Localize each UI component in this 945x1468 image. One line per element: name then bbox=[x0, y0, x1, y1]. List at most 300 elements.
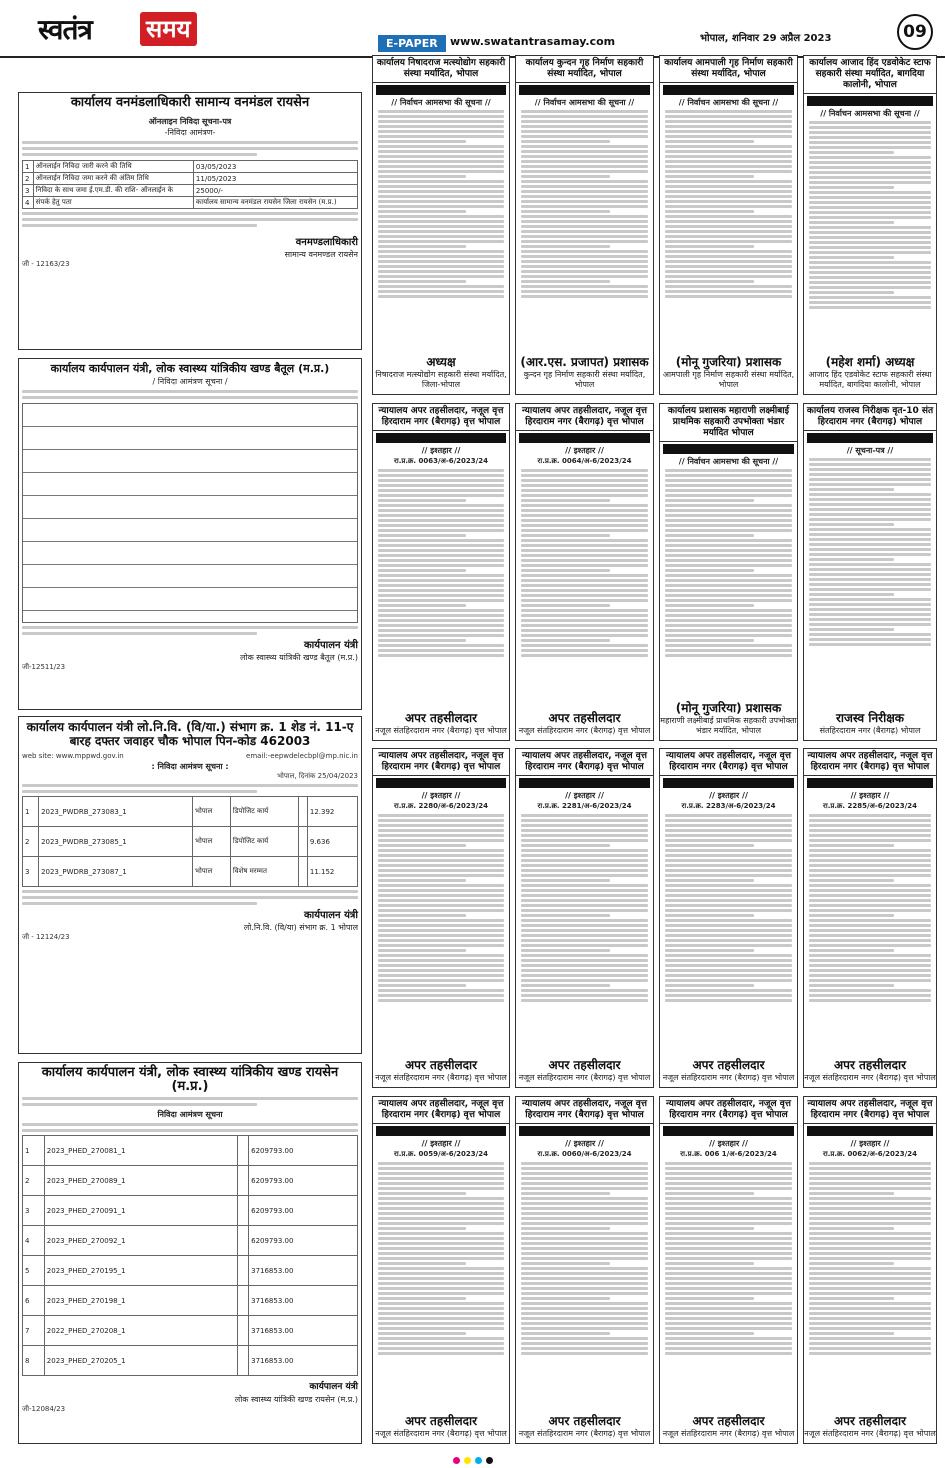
text-line bbox=[809, 1192, 894, 1195]
text-line bbox=[809, 1177, 931, 1180]
text-line bbox=[378, 185, 504, 188]
classified-ad bbox=[659, 403, 798, 741]
text-line bbox=[665, 614, 792, 617]
table-row bbox=[23, 1136, 358, 1166]
ad-label-strip bbox=[807, 96, 933, 106]
text-line bbox=[665, 255, 792, 258]
table-row bbox=[23, 197, 358, 209]
cell: 2 bbox=[23, 827, 39, 857]
cell: 3716853.00 bbox=[249, 1286, 358, 1316]
text-line bbox=[521, 634, 648, 637]
text-line bbox=[665, 604, 754, 607]
text-line bbox=[521, 120, 648, 123]
text-line bbox=[378, 999, 504, 1002]
text-line bbox=[378, 1332, 466, 1335]
text-line bbox=[521, 270, 648, 273]
text-line bbox=[809, 839, 931, 842]
text-line bbox=[378, 1297, 466, 1300]
ad-heading: // इश्तहार // bbox=[565, 446, 604, 455]
text-line bbox=[378, 115, 504, 118]
text-line bbox=[378, 574, 504, 577]
text-line bbox=[378, 604, 466, 607]
text-line bbox=[809, 914, 894, 917]
color-dot bbox=[486, 1457, 493, 1464]
text-line bbox=[378, 135, 504, 138]
page-number: 09 bbox=[897, 14, 933, 50]
classified-ad bbox=[515, 1096, 654, 1444]
text-line bbox=[378, 1207, 504, 1210]
tender-table bbox=[22, 796, 358, 887]
text-line bbox=[378, 1192, 466, 1195]
text-line bbox=[521, 1342, 648, 1345]
text-line bbox=[521, 984, 610, 987]
text-line bbox=[665, 1182, 792, 1185]
signature: अपर तहसीलदार bbox=[833, 1058, 907, 1072]
signature-sub: कुन्दन गृह निर्माण सहकारी संस्था मर्यादित, भोपाल bbox=[523, 370, 646, 389]
text-line bbox=[521, 290, 648, 293]
text-line bbox=[378, 569, 466, 572]
text-line bbox=[809, 1272, 931, 1275]
text-line bbox=[378, 954, 504, 957]
text-line bbox=[378, 1227, 466, 1230]
text-line bbox=[521, 499, 610, 502]
text-line bbox=[521, 974, 648, 977]
text-line bbox=[378, 549, 504, 552]
text-line bbox=[521, 629, 648, 632]
text-line bbox=[521, 220, 648, 223]
classified-ad bbox=[372, 403, 510, 741]
text-line bbox=[665, 1312, 792, 1315]
ad-label-strip bbox=[519, 433, 650, 443]
text-line bbox=[521, 944, 648, 947]
text-line bbox=[665, 644, 792, 647]
text-line bbox=[809, 523, 894, 526]
text-line bbox=[809, 859, 931, 862]
text-line bbox=[665, 1167, 792, 1170]
cell: 8 bbox=[23, 1346, 45, 1376]
text-line bbox=[809, 201, 931, 204]
text-line bbox=[378, 544, 504, 547]
cell: 2023_PHED_270195_1 bbox=[44, 1256, 237, 1286]
text-line bbox=[809, 814, 931, 817]
text-line bbox=[809, 1187, 931, 1190]
text-line bbox=[378, 275, 504, 278]
ad-label-strip bbox=[376, 433, 506, 443]
text-line bbox=[521, 954, 648, 957]
text-line bbox=[521, 939, 648, 942]
text-line bbox=[665, 190, 792, 193]
left-ad-phe-betul bbox=[18, 358, 362, 710]
text-line bbox=[809, 533, 931, 536]
signature: कार्यपालन यंत्री bbox=[303, 910, 358, 921]
ad-heading: // इश्तहार // bbox=[421, 791, 461, 800]
text-line bbox=[809, 964, 931, 967]
text-line bbox=[665, 240, 792, 243]
ad-subtitle: / निविदा आमंत्रण सूचना / bbox=[152, 377, 228, 386]
text-line bbox=[809, 899, 931, 902]
text-line bbox=[378, 140, 466, 143]
ad-schedule-table bbox=[22, 160, 358, 209]
text-line bbox=[665, 1282, 792, 1285]
text-line bbox=[378, 929, 504, 932]
classified-ad bbox=[803, 403, 937, 741]
text-line bbox=[378, 1292, 504, 1295]
text-line bbox=[521, 554, 648, 557]
text-line bbox=[665, 589, 792, 592]
text-line bbox=[809, 568, 931, 571]
text-line bbox=[521, 969, 648, 972]
text-line bbox=[665, 624, 792, 627]
text-line bbox=[378, 829, 504, 832]
cell: 3716853.00 bbox=[249, 1316, 358, 1346]
cell: 3716853.00 bbox=[249, 1256, 358, 1286]
text-line bbox=[521, 829, 648, 832]
signature: अपर तहसीलदार bbox=[548, 1058, 621, 1072]
text-line bbox=[809, 904, 931, 907]
signature: अपर तहसीलदार bbox=[692, 1414, 765, 1428]
signature: वनमण्डलाधिकारी bbox=[295, 237, 358, 248]
text-line bbox=[665, 904, 792, 907]
text-line bbox=[809, 583, 931, 586]
table-row bbox=[23, 185, 358, 197]
cell: 7 bbox=[23, 1316, 45, 1346]
masthead bbox=[0, 0, 945, 58]
text-line bbox=[665, 160, 792, 163]
cell: 12.392 bbox=[307, 797, 357, 827]
text-line bbox=[665, 1172, 792, 1175]
text-line bbox=[665, 964, 792, 967]
text-line bbox=[521, 1212, 648, 1215]
ad-heading: // इश्तहार // bbox=[709, 791, 748, 800]
text-line bbox=[809, 633, 931, 636]
text-line bbox=[521, 909, 648, 912]
case-number: रा.प्र.क्र. 2280/अ-6/2023/24 bbox=[394, 802, 488, 810]
text-line bbox=[378, 509, 504, 512]
text-line bbox=[809, 1317, 931, 1320]
table-row bbox=[23, 1226, 358, 1256]
text-line bbox=[809, 1277, 931, 1280]
text-line bbox=[521, 130, 648, 133]
text-line bbox=[521, 1177, 648, 1180]
text-line bbox=[521, 295, 648, 298]
text-line bbox=[521, 1242, 648, 1245]
website-text: web site: www.mppwd.gov.in bbox=[22, 752, 124, 760]
text-line bbox=[665, 534, 754, 537]
text-line bbox=[665, 1277, 792, 1280]
text-line bbox=[665, 1272, 792, 1275]
text-line bbox=[665, 814, 792, 817]
text-line bbox=[665, 1297, 754, 1300]
text-line bbox=[378, 489, 504, 492]
text-line bbox=[809, 538, 931, 541]
text-line bbox=[665, 999, 792, 1002]
table-row bbox=[23, 1196, 358, 1226]
text-line bbox=[378, 469, 504, 472]
text-line bbox=[809, 884, 931, 887]
text-line bbox=[521, 624, 648, 627]
text-line bbox=[378, 834, 504, 837]
text-line bbox=[521, 529, 648, 532]
text-line bbox=[378, 849, 504, 852]
text-line bbox=[665, 654, 792, 657]
cell: 1 bbox=[23, 797, 39, 827]
signature: (आर.एस. प्रजापत) प्रशासक bbox=[520, 355, 649, 369]
text-line bbox=[378, 1247, 504, 1250]
text-line bbox=[378, 1287, 504, 1290]
signature: अपर तहसीलदार bbox=[404, 1414, 478, 1428]
text-line bbox=[665, 884, 792, 887]
text-line bbox=[378, 290, 504, 293]
text-line bbox=[378, 250, 504, 253]
text-line bbox=[665, 1227, 754, 1230]
text-line bbox=[378, 864, 504, 867]
text-line bbox=[809, 1297, 894, 1300]
cell: 9.636 bbox=[307, 827, 357, 857]
text-line bbox=[809, 246, 931, 249]
text-line bbox=[521, 265, 648, 268]
text-line bbox=[378, 614, 504, 617]
ad-header: न्यायालय अपर तहसीलदार, नजूल वृत्त हिरदाराम नगर (बैरागढ़) वृत्त भोपाल bbox=[516, 1097, 653, 1124]
table-row bbox=[23, 1316, 358, 1346]
cell: 2023_PHED_270091_1 bbox=[44, 1196, 237, 1226]
text-line bbox=[665, 285, 792, 288]
email-text: email:-eepwdelecbpl@mp.nic.in bbox=[246, 752, 358, 760]
text-line bbox=[521, 889, 648, 892]
ad-header: न्यायालय अपर तहसीलदार, नजूल वृत्त हिरदाराम नगर (बैरागढ़) वृत्त भोपाल bbox=[516, 404, 653, 431]
text-line bbox=[809, 1302, 931, 1305]
text-line bbox=[665, 609, 792, 612]
text-line bbox=[665, 1307, 792, 1310]
text-line bbox=[809, 136, 931, 139]
text-line bbox=[521, 195, 648, 198]
cell: 3716853.00 bbox=[249, 1346, 358, 1376]
text-line bbox=[665, 1252, 792, 1255]
text-line bbox=[665, 1247, 792, 1250]
text-line bbox=[521, 1282, 648, 1285]
cell: भोपाल bbox=[193, 797, 231, 827]
text-line bbox=[809, 934, 931, 937]
ad-header: न्यायालय अपर तहसीलदार, नजूल वृत्त हिरदाराम नगर (बैरागढ़) वृत्त भोपाल bbox=[516, 749, 653, 776]
text-line bbox=[665, 1237, 792, 1240]
text-line bbox=[378, 1232, 504, 1235]
text-line bbox=[521, 110, 648, 113]
text-line bbox=[521, 140, 610, 143]
text-line bbox=[665, 235, 792, 238]
cell: 2023_PHED_270205_1 bbox=[44, 1346, 237, 1376]
text-line bbox=[521, 1352, 648, 1355]
text-line bbox=[521, 1292, 648, 1295]
text-line bbox=[665, 270, 792, 273]
epaper-badge[interactable]: E-PAPER bbox=[378, 35, 446, 52]
classified-ad bbox=[803, 1096, 937, 1444]
text-line bbox=[521, 894, 648, 897]
text-line bbox=[665, 260, 792, 263]
text-line bbox=[809, 131, 931, 134]
text-line bbox=[521, 494, 648, 497]
cell: 1 bbox=[23, 1136, 45, 1166]
text-line bbox=[809, 949, 894, 952]
ad-header: कार्यालय राजस्व निरीक्षक वृत-10 संत हिरदाराम नगर (बैरागढ़) भोपाल bbox=[804, 404, 936, 431]
text-line bbox=[665, 469, 792, 472]
text-line bbox=[378, 1212, 504, 1215]
ad-label-strip bbox=[663, 1126, 794, 1136]
text-line bbox=[378, 989, 504, 992]
ad-subtitle: निविदा आमंत्रण सूचना bbox=[157, 1110, 223, 1119]
logo-text-part1: स्वतंत्र bbox=[38, 13, 92, 46]
text-line bbox=[665, 529, 792, 532]
ad-subtitle-2: -निविदा आमंत्रण- bbox=[164, 128, 216, 137]
text-line bbox=[521, 574, 648, 577]
text-line bbox=[665, 969, 792, 972]
text-line bbox=[665, 130, 792, 133]
text-line bbox=[521, 859, 648, 862]
text-line bbox=[665, 844, 754, 847]
text-line bbox=[665, 115, 792, 118]
text-line bbox=[378, 584, 504, 587]
cell: 2023_PHED_270198_1 bbox=[44, 1286, 237, 1316]
signature: (मोनू गुजरिया) प्रशासक bbox=[675, 355, 782, 369]
ad-header: न्यायालय अपर तहसीलदार, नजूल वृत्त हिरदाराम नगर (बैरागढ़) वृत्त भोपाल bbox=[660, 749, 797, 776]
text-line bbox=[378, 1307, 504, 1310]
text-line bbox=[521, 1192, 610, 1195]
left-ad-pwd-bhopal bbox=[18, 716, 362, 1054]
ad-tender-grid bbox=[22, 403, 358, 623]
text-line bbox=[521, 1317, 648, 1320]
ad-header: न्यायालय अपर तहसीलदार, नजूल वृत्त हिरदाराम नगर (बैरागढ़) वृत्त भोपाल bbox=[373, 404, 509, 431]
ad-header: न्यायालय अपर तहसीलदार, नजूल वृत्त हिरदाराम नगर (बैरागढ़) वृत्त भोपाल bbox=[373, 1097, 509, 1124]
text-line bbox=[809, 206, 931, 209]
text-line bbox=[665, 524, 792, 527]
text-line bbox=[809, 291, 894, 294]
text-line bbox=[665, 1322, 792, 1325]
text-line bbox=[809, 256, 894, 259]
text-line bbox=[809, 553, 931, 556]
text-line bbox=[378, 1182, 504, 1185]
text-line bbox=[809, 301, 931, 304]
text-line bbox=[809, 889, 931, 892]
signature-sub: आमपाली गृह निर्माण सहकारी संस्था मर्यादित, भोपाल bbox=[662, 370, 795, 389]
text-line bbox=[809, 1267, 931, 1270]
text-line bbox=[809, 186, 894, 189]
text-line bbox=[378, 1197, 504, 1200]
case-number: रा.प्र.क्र. 0060/अ-6/2023/24 bbox=[537, 1150, 632, 1158]
text-line bbox=[378, 634, 504, 637]
signature-sub: नजूल संतहिरदाराम नगर (बैरागढ़) वृत्त भोपाल bbox=[518, 726, 651, 735]
text-line bbox=[665, 919, 792, 922]
text-line bbox=[665, 1197, 792, 1200]
text-line bbox=[665, 474, 792, 477]
cell: 11.152 bbox=[307, 857, 357, 887]
text-line bbox=[809, 879, 894, 882]
text-line bbox=[521, 869, 648, 872]
signature: कार्यपालन यंत्री bbox=[303, 640, 358, 651]
table-row bbox=[23, 1286, 358, 1316]
text-line bbox=[378, 240, 504, 243]
text-line bbox=[521, 150, 648, 153]
signature-sub: नजूल संतहिरदाराम नगर (बैरागढ़) वृत्त भोपाल bbox=[662, 1073, 795, 1082]
text-line bbox=[809, 548, 931, 551]
cell: भोपाल bbox=[193, 857, 231, 887]
text-line bbox=[378, 594, 504, 597]
text-line bbox=[378, 255, 504, 258]
text-line bbox=[809, 176, 931, 179]
text-line bbox=[378, 504, 504, 507]
text-line bbox=[809, 578, 931, 581]
text-line bbox=[665, 1317, 792, 1320]
ad-heading: // इश्तहार // bbox=[850, 1139, 890, 1148]
table-row bbox=[23, 161, 358, 173]
text-line bbox=[809, 488, 894, 491]
text-line bbox=[665, 959, 792, 962]
text-line bbox=[665, 554, 792, 557]
text-line bbox=[809, 211, 931, 214]
text-line bbox=[809, 1312, 931, 1315]
text-line bbox=[378, 629, 504, 632]
ad-title: कार्यालय कार्यपालन यंत्री, लोक स्वास्थ्य यांत्रिकीय खण्ड बैतूल (म.प्र.) bbox=[50, 362, 330, 375]
text-line bbox=[378, 564, 504, 567]
text-line bbox=[809, 849, 931, 852]
cell: 1 bbox=[23, 161, 34, 173]
text-line bbox=[665, 939, 792, 942]
ad-subtitle: : निविदा आमंत्रण सूचना : bbox=[151, 762, 229, 771]
text-line bbox=[665, 140, 754, 143]
text-line bbox=[665, 484, 792, 487]
text-line bbox=[378, 1202, 504, 1205]
text-line bbox=[378, 295, 504, 298]
text-line bbox=[809, 266, 931, 269]
text-line bbox=[809, 894, 931, 897]
text-line bbox=[378, 1257, 504, 1260]
text-line bbox=[378, 220, 504, 223]
text-line bbox=[378, 1172, 504, 1175]
text-line bbox=[665, 519, 792, 522]
ad-title: कार्यालय कार्यपालन यंत्री लो.नि.वि. (वि/या.) संभाग क्र. 1 शेड नं. 11-ए बारह दफ्तर जवाहर चौक भोपाल पिन-कोड 462003 bbox=[26, 720, 354, 748]
text-line bbox=[809, 844, 894, 847]
website-link[interactable]: www.swatantrasamay.com bbox=[450, 35, 616, 48]
text-line bbox=[665, 265, 792, 268]
text-line bbox=[665, 1292, 792, 1295]
text-line bbox=[521, 285, 648, 288]
text-line bbox=[521, 824, 648, 827]
text-line bbox=[809, 1222, 931, 1225]
text-line bbox=[378, 215, 504, 218]
table-row bbox=[23, 173, 358, 185]
text-line bbox=[521, 569, 610, 572]
text-line bbox=[378, 1272, 504, 1275]
text-line bbox=[521, 599, 648, 602]
text-line bbox=[521, 125, 648, 128]
text-line bbox=[809, 458, 931, 461]
text-line bbox=[665, 479, 792, 482]
ad-label-strip bbox=[807, 778, 933, 788]
table-row bbox=[23, 1256, 358, 1286]
text-line bbox=[378, 924, 504, 927]
signature: अपर तहसीलदार bbox=[692, 1058, 765, 1072]
text-line bbox=[665, 869, 792, 872]
text-line bbox=[809, 513, 931, 516]
text-line bbox=[665, 639, 754, 642]
text-line bbox=[665, 649, 792, 652]
signature: अपर तहसीलदार bbox=[548, 711, 621, 725]
text-line bbox=[521, 1202, 648, 1205]
text-line bbox=[809, 1167, 931, 1170]
text-line bbox=[521, 469, 648, 472]
signature: कार्यपालन यंत्री bbox=[309, 1382, 358, 1392]
text-line bbox=[809, 1212, 931, 1215]
text-line bbox=[665, 1262, 754, 1265]
text-line bbox=[809, 1347, 931, 1350]
case-number: रा.प्र.क्र. 2281/अ-6/2023/24 bbox=[537, 802, 632, 810]
